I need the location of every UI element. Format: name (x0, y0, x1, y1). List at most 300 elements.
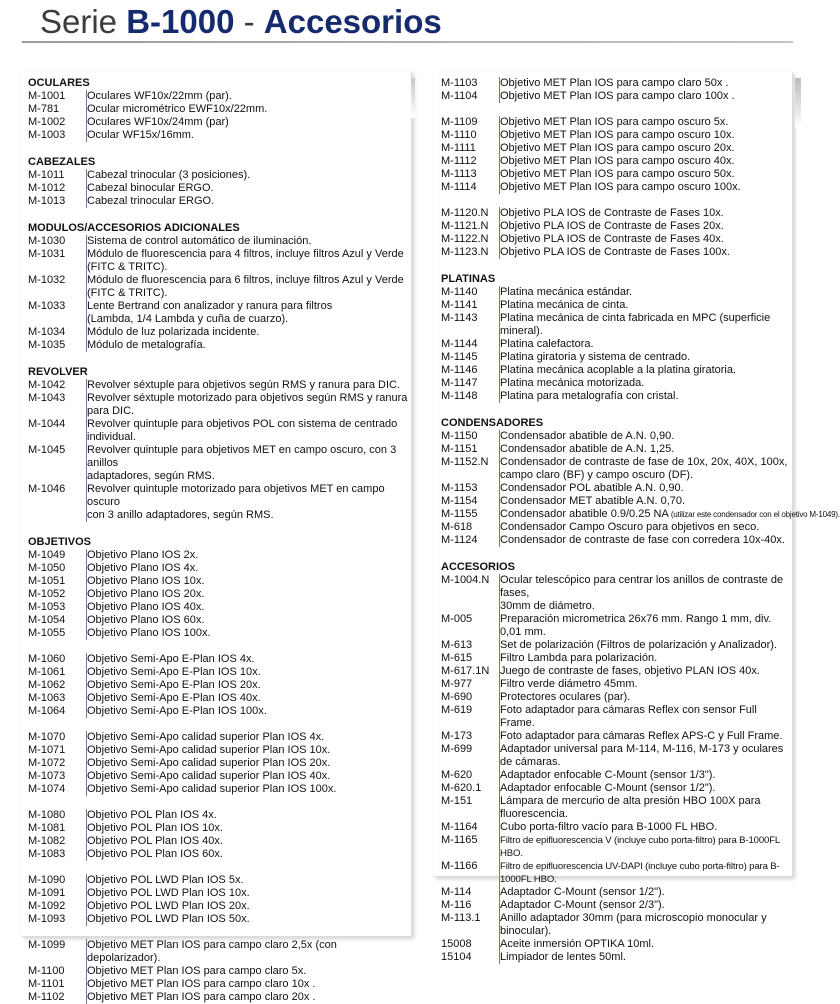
list-item (441, 246, 791, 259)
list-item (28, 379, 408, 392)
list-item (28, 300, 408, 326)
list-item (28, 444, 408, 483)
list-item (28, 392, 408, 418)
item-code: M-1081 (28, 822, 66, 834)
list-item (28, 195, 408, 208)
list-item (441, 704, 791, 730)
item-description: Objetivo Semi-Apo calidad superior Plan IOS 4x. (86, 731, 408, 744)
item-code: M-1114 (441, 181, 477, 193)
item-code: M-1070 (28, 731, 66, 743)
item-code: M-1123.N (441, 246, 489, 258)
list-item (441, 678, 791, 691)
list-item (441, 207, 791, 220)
item-code: M-1144 (441, 338, 478, 350)
item-note: (utilizar este condensador con el objetivo M-1049). (668, 510, 840, 519)
item-description: Objetivo MET Plan IOS para campo oscuro 5x. (499, 116, 791, 129)
item-code: M-151 (441, 795, 473, 807)
item-description: Revolver quintuple para objetivos POL con sistema de centrado individual. (86, 418, 408, 444)
item-code: M-619 (441, 704, 473, 716)
list-item (28, 757, 408, 770)
item-description: Objetivo POL LWD Plan IOS 50x. (86, 913, 408, 926)
item-code: M-1141 (441, 299, 478, 311)
list-item (28, 822, 408, 835)
item-code: M-1004.N (441, 574, 490, 586)
item-description: Objetivo MET Plan IOS para campo oscuro 40x. (499, 155, 791, 168)
list-item (441, 860, 791, 886)
list-item (441, 769, 791, 782)
item-description: Condensador abatible 0.9/0.25 NA (utilizar este condensador con el objetivo M-1049). (500, 508, 840, 520)
item-description: Objetivo Plano IOS 2x. (86, 549, 408, 562)
list-item (441, 482, 791, 495)
item-description: Objetivo Semi-Apo calidad superior Plan IOS 100x. (86, 783, 408, 796)
list-item (441, 312, 791, 338)
list-item (28, 770, 408, 783)
item-description: Objetivo MET Plan IOS para campo claro 20x . (86, 991, 408, 1004)
title-serie: Serie (40, 3, 127, 40)
group-spacer (28, 861, 408, 874)
list-item (441, 377, 791, 390)
item-code: M-1035 (28, 339, 66, 351)
item-code: M-1165 (441, 834, 478, 846)
item-code: M-1121.N (441, 220, 489, 232)
list-item (441, 912, 791, 938)
item-code: M-620 (441, 769, 473, 781)
item-description: Platina mecánica acoplable a la platina giratoria. (499, 364, 791, 377)
section-heading: CABEZALES (28, 156, 96, 168)
item-code: M-113.1 (441, 912, 481, 924)
item-description: Objetivo Plano IOS 40x. (86, 601, 408, 614)
item-code: M-1061 (28, 666, 66, 678)
item-code: M-1112 (441, 155, 477, 167)
list-item (28, 835, 408, 848)
item-description: Oculares WF10x/24mm (par) (86, 116, 408, 129)
item-code: M-1140 (441, 286, 478, 298)
list-item (28, 679, 408, 692)
list-item (441, 77, 791, 90)
list-item (28, 90, 408, 103)
item-description: Objetivo Semi-Apo calidad superior Plan IOS 10x. (86, 744, 408, 757)
item-description: Filtro verde diámetro 45mm. (499, 678, 791, 691)
item-code: M-1110 (441, 129, 477, 141)
section-heading: OBJETIVOS (28, 536, 91, 548)
item-description: Módulo de fluorescencia para 6 filtros, incluye filtros Azul y Verde (FITC & TRITC). (86, 274, 408, 300)
group-spacer (28, 796, 408, 809)
item-description: Condensador abatible de A.N. 0,90. (499, 430, 791, 443)
list-item (441, 364, 791, 377)
item-description: Set de polarización (Filtros de polarización y Analizador). (499, 639, 791, 652)
item-description: Adaptador universal para M-114, M-116, M-173 y oculares de cámaras. (499, 743, 791, 769)
list-item (441, 142, 791, 155)
list-item (28, 653, 408, 666)
item-description: Adaptador C-Mount (sensor 1/2"). (499, 886, 791, 899)
item-code: M-1002 (28, 116, 66, 128)
item-code: M-1060 (28, 653, 66, 665)
left-catalog-list (28, 77, 408, 1004)
item-code: M-1145 (441, 351, 478, 363)
item-code: M-1044 (28, 418, 66, 430)
list-item (441, 574, 791, 613)
item-code: M-1082 (28, 835, 66, 847)
item-description: Cubo porta-filtro vacío para B-1000 FL HBO. (499, 821, 791, 834)
item-description: Objetivo MET Plan IOS para campo claro 100x . (499, 90, 791, 103)
item-description: Objetivo Semi-Apo E-Plan IOS 10x. (86, 666, 408, 679)
list-item (441, 652, 791, 665)
item-description: Objetivo Semi-Apo E-Plan IOS 100x. (86, 705, 408, 718)
item-code: M-1101 (28, 978, 65, 990)
item-code: M-690 (441, 691, 473, 703)
list-item (441, 521, 791, 534)
item-code: M-1154 (441, 495, 478, 507)
item-description: Condensador de contraste de fase de 10x, 20x, 40X, 100x, campo claro (BF) y campo oscuro (DF). (499, 456, 791, 482)
list-item (28, 744, 408, 757)
list-item (441, 534, 791, 547)
right-catalog-list (441, 77, 840, 964)
list-item (28, 549, 408, 562)
list-item (441, 899, 791, 912)
list-item (441, 613, 791, 639)
item-description: Ocular telescópico para centrar los anillos de contraste de fases, 30mm de diámetro. (499, 574, 791, 613)
item-description: Objetivo POL LWD Plan IOS 10x. (86, 887, 408, 900)
list-item (441, 155, 791, 168)
item-description: Objetivo Semi-Apo calidad superior Plan IOS 20x. (86, 757, 408, 770)
item-code: M-1148 (441, 390, 478, 402)
item-code: M-1054 (28, 614, 66, 626)
list-item (28, 666, 408, 679)
item-description: Objetivo POL Plan IOS 60x. (86, 848, 408, 861)
section-heading: MODULOS/ACCESORIOS ADICIONALES (28, 222, 240, 234)
item-code: M-1164 (441, 821, 478, 833)
item-code: M-1151 (441, 443, 478, 455)
item-description: Platina para metalografía con cristal. (499, 390, 791, 403)
item-description: Objetivo Plano IOS 60x. (86, 614, 408, 627)
list-item (441, 691, 791, 704)
item-description: Objetivo Semi-Apo E-Plan IOS 4x. (86, 653, 408, 666)
list-item (28, 913, 408, 926)
item-code: M-1120.N (441, 207, 489, 219)
item-code: M-1072 (28, 757, 66, 769)
item-code: M-1100 (28, 965, 65, 977)
item-code: M-1080 (28, 809, 66, 821)
item-description: Objetivo MET Plan IOS para campo oscuro 20x. (499, 142, 791, 155)
item-code: 15008 (441, 938, 472, 950)
item-code: M-613 (441, 639, 473, 651)
item-code: M-977 (441, 678, 473, 690)
item-description: Módulo de fluorescencia para 4 filtros, incluye filtros Azul y Verde (FITC & TRITC). (86, 248, 408, 274)
item-code: M-1073 (28, 770, 66, 782)
list-item (28, 103, 408, 116)
item-description: Objetivo PLA IOS de Contraste de Fases 100x. (499, 246, 791, 259)
list-item (441, 951, 791, 964)
section-heading: CONDENSADORES (441, 417, 544, 429)
list-item (441, 90, 791, 103)
item-description: Adaptador enfocable C-Mount (sensor 1/3"). (499, 769, 791, 782)
item-description: Protectores oculares (par). (499, 691, 791, 704)
item-code: M-699 (441, 743, 473, 755)
list-item (28, 588, 408, 601)
item-description: Platina calefactora. (499, 338, 791, 351)
list-item (28, 939, 408, 965)
item-code: M-1003 (28, 129, 66, 141)
list-item (28, 692, 408, 705)
list-item (441, 495, 791, 508)
item-code: M-1074 (28, 783, 66, 795)
item-code: M-1122.N (441, 233, 489, 245)
item-description: Objetivo POL Plan IOS 10x. (86, 822, 408, 835)
item-code: M-1093 (28, 913, 66, 925)
list-item (28, 783, 408, 796)
item-code: M-1062 (28, 679, 66, 691)
list-item (28, 418, 408, 444)
item-code: M-005 (441, 613, 473, 625)
list-item (441, 299, 791, 312)
item-description: Condensador abatible de A.N. 1,25. (499, 443, 791, 456)
list-item (28, 705, 408, 718)
item-description: Sistema de control automático de iluminación. (86, 235, 408, 248)
list-item (28, 235, 408, 248)
item-description: Platina giratoria y sistema de centrado. (499, 351, 791, 364)
item-code: M-1109 (441, 116, 478, 128)
item-description: Objetivo Semi-Apo E-Plan IOS 40x. (86, 692, 408, 705)
item-description: Objetivo Semi-Apo calidad superior Plan IOS 40x. (86, 770, 408, 783)
item-code: M-1042 (28, 379, 66, 391)
item-description: Condensador MET abatible A.N. 0,70. (499, 495, 791, 508)
item-description: Objetivo MET Plan IOS para campo oscuro 100x. (499, 181, 791, 194)
list-item (441, 181, 791, 194)
item-code: M-1099 (28, 939, 66, 951)
list-item (441, 390, 791, 403)
item-code: M-1011 (28, 169, 65, 181)
item-description: Objetivo POL Plan IOS 4x. (86, 809, 408, 822)
item-code: M-1113 (441, 168, 477, 180)
list-item (28, 326, 408, 339)
list-item (441, 220, 791, 233)
list-item (441, 639, 791, 652)
list-item (441, 129, 791, 142)
group-spacer (441, 194, 791, 207)
item-code: M-1013 (28, 195, 66, 207)
item-description: Cabezal binocular ERGO. (86, 182, 408, 195)
item-description: Lente Bertrand con analizador y ranura para filtros (Lambda, 1/4 Lambda y cuña de cuarzo). (86, 300, 408, 326)
item-description: Ocular micrométrico EWF10x/22mm. (86, 103, 408, 116)
item-description: Preparación micrometrica 26x76 mm. Rango 1 mm, div. 0,01 mm. (499, 613, 791, 639)
list-item (28, 627, 408, 640)
item-description: Ocular WF15x/16mm. (86, 129, 408, 142)
item-code: M-1071 (28, 744, 66, 756)
item-code: M-1055 (28, 627, 66, 639)
item-description: Filtro Lambda para polarización. (499, 652, 791, 665)
list-item (441, 338, 791, 351)
list-item (28, 169, 408, 182)
title-dash: - (234, 3, 264, 40)
item-description: Módulo de luz polarizada incidente. (86, 326, 408, 339)
list-item (28, 562, 408, 575)
item-description: Cabezal trinocular ERGO. (86, 195, 408, 208)
item-description: Condensador de contraste de fase con corredera 10x-40x. (499, 534, 791, 547)
list-item (28, 614, 408, 627)
item-code: M-1001 (28, 90, 66, 102)
group-spacer (28, 640, 408, 653)
item-code: M-1046 (28, 483, 66, 495)
list-item (441, 286, 791, 299)
item-description: Objetivo Plano IOS 10x. (86, 575, 408, 588)
list-item (441, 456, 791, 482)
item-description: Limpiador de lentes 50ml. (499, 951, 791, 964)
item-code: M-173 (441, 730, 473, 742)
list-item (441, 508, 840, 521)
item-description: Módulo de metalografía. (86, 339, 408, 352)
item-code: M-1012 (28, 182, 66, 194)
item-code: M-1146 (441, 364, 478, 376)
item-description: Adaptador C-Mount (sensor 2/3"). (499, 899, 791, 912)
item-code: M-1111 (441, 142, 476, 154)
item-description: Objetivo Plano IOS 100x. (86, 627, 408, 640)
item-description: Platina mecánica estándar. (499, 286, 791, 299)
item-code: M-1090 (28, 874, 66, 886)
item-code: M-1030 (28, 235, 66, 247)
item-description: Objetivo MET Plan IOS para campo claro 10x . (86, 978, 408, 991)
list-item (28, 248, 408, 274)
list-item (28, 601, 408, 614)
item-code: M-116 (441, 899, 472, 911)
item-description: Objetivo Plano IOS 4x. (86, 562, 408, 575)
item-description: Objetivo PLA IOS de Contraste de Fases 20x. (499, 220, 791, 233)
item-description: Filtro de epifluorescencia V (incluye cubo porta-filtro) para B-1000FL HBO. (499, 834, 791, 860)
list-item (441, 834, 791, 860)
item-description: Platina mecánica de cinta. (499, 299, 791, 312)
list-item (28, 575, 408, 588)
list-item (28, 274, 408, 300)
item-description: Oculares WF10x/22mm (par). (86, 90, 408, 103)
item-description: Foto adaptador para cámaras Reflex APS-C y Full Frame. (499, 730, 791, 743)
item-description: Foto adaptador para cámaras Reflex con sensor Full Frame. (499, 704, 791, 730)
group-spacer (28, 926, 408, 939)
item-code: M-1103 (441, 77, 478, 89)
item-code: M-1049 (28, 549, 66, 561)
item-code: M-1092 (28, 900, 66, 912)
item-description: Objetivo POL LWD Plan IOS 5x. (86, 874, 408, 887)
list-item (28, 483, 408, 522)
section-heading: REVOLVER (28, 366, 88, 378)
item-code: M-1063 (28, 692, 66, 704)
list-item (28, 978, 408, 991)
item-code: M-1166 (441, 860, 478, 872)
item-description: Objetivo MET Plan IOS para campo oscuro 10x. (499, 129, 791, 142)
list-item (441, 351, 791, 364)
item-code: M-1052 (28, 588, 66, 600)
item-description: Objetivo MET Plan IOS para campo claro 50x . (499, 77, 791, 90)
item-code: M-1152.N (441, 456, 489, 468)
item-code: M-620.1 (441, 782, 482, 794)
item-description: Adaptador enfocable C-Mount (sensor 1/2"). (499, 782, 791, 795)
item-code: M-1034 (28, 326, 66, 338)
item-description: Objetivo POL LWD Plan IOS 20x. (86, 900, 408, 913)
list-item (28, 116, 408, 129)
list-item (441, 168, 791, 181)
list-item (441, 665, 791, 678)
item-description: Filtro de epifluorescencia UV-DAPI (incluye cubo porta-filtro) para B-1000FL HBO. (499, 860, 791, 886)
item-code: M-617.1N (441, 665, 490, 677)
list-item (441, 730, 791, 743)
item-description: Objetivo POL Plan IOS 40x. (86, 835, 408, 848)
item-code: M-1124 (441, 534, 478, 546)
list-item (441, 795, 791, 821)
list-item (441, 886, 791, 899)
item-code: M-1043 (28, 392, 66, 404)
item-description: Juego de contraste de fases, objetivo PLAN IOS 40x. (499, 665, 791, 678)
item-code: M-1053 (28, 601, 66, 613)
title-section: Accesorios (263, 3, 442, 40)
item-description: Platina mecánica motorizada. (499, 377, 791, 390)
list-item (28, 182, 408, 195)
section-heading: ACCESORIOS (441, 561, 515, 573)
item-code: M-114 (441, 886, 472, 898)
item-code: M-1153 (441, 482, 478, 494)
item-code: M-1102 (28, 991, 65, 1003)
item-code: M-1051 (28, 575, 66, 587)
list-item (441, 443, 791, 456)
item-description: Objetivo PLA IOS de Contraste de Fases 10x. (499, 207, 791, 220)
list-item (441, 430, 791, 443)
title-model: B-1000 (126, 3, 235, 40)
item-code: M-1032 (28, 274, 66, 286)
group-spacer (441, 103, 791, 116)
item-code: M-618 (441, 521, 473, 533)
item-code: M-1083 (28, 848, 66, 860)
section-heading: OCULARES (28, 77, 90, 89)
list-item (28, 809, 408, 822)
list-item (28, 991, 408, 1004)
list-item (441, 782, 791, 795)
item-code: M-1143 (441, 312, 478, 324)
list-item (28, 731, 408, 744)
item-code: M-1033 (28, 300, 66, 312)
item-code: M-1091 (28, 887, 66, 899)
item-code: M-781 (28, 103, 60, 115)
list-item (28, 900, 408, 913)
item-description: Objetivo Plano IOS 20x. (86, 588, 408, 601)
list-item (441, 821, 791, 834)
item-code: 15104 (441, 951, 472, 963)
item-description: Revolver séxtuple para objetivos según RMS y ranura para DIC. (86, 379, 408, 392)
page-title (40, 2, 442, 42)
list-item (28, 965, 408, 978)
list-item (28, 874, 408, 887)
list-item (441, 938, 791, 951)
list-item (28, 339, 408, 352)
item-code: M-1147 (441, 377, 478, 389)
list-item (441, 116, 791, 129)
item-description: Lámpara de mercurio de alta presión HBO 100X para fluorescencia. (499, 795, 791, 821)
title-rule (22, 41, 793, 43)
edge-decoration (795, 78, 801, 128)
section-heading: PLATINAS (441, 273, 496, 285)
item-description: Condensador Campo Oscuro para objetivos en seco. (499, 521, 791, 534)
item-code: M-1155 (441, 508, 478, 520)
item-description: Revolver quintuple para objetivos MET en campo oscuro, con 3 anillos adaptadores, según RMS. (86, 444, 408, 483)
list-item (441, 743, 791, 769)
item-description: Objetivo Semi-Apo E-Plan IOS 20x. (86, 679, 408, 692)
item-description: Platina mecánica de cinta fabricada en MPC (superficie mineral). (499, 312, 791, 338)
item-description: Objetivo PLA IOS de Contraste de Fases 40x. (499, 233, 791, 246)
item-code: M-615 (441, 652, 473, 664)
item-description: Cabezal trinocular (3 posiciones). (86, 169, 408, 182)
item-description: Condensador POL abatible A.N. 0,90. (499, 482, 791, 495)
item-code: M-1150 (441, 430, 478, 442)
list-item (441, 233, 791, 246)
list-item (28, 129, 408, 142)
item-code: M-1031 (28, 248, 66, 260)
item-code: M-1050 (28, 562, 66, 574)
